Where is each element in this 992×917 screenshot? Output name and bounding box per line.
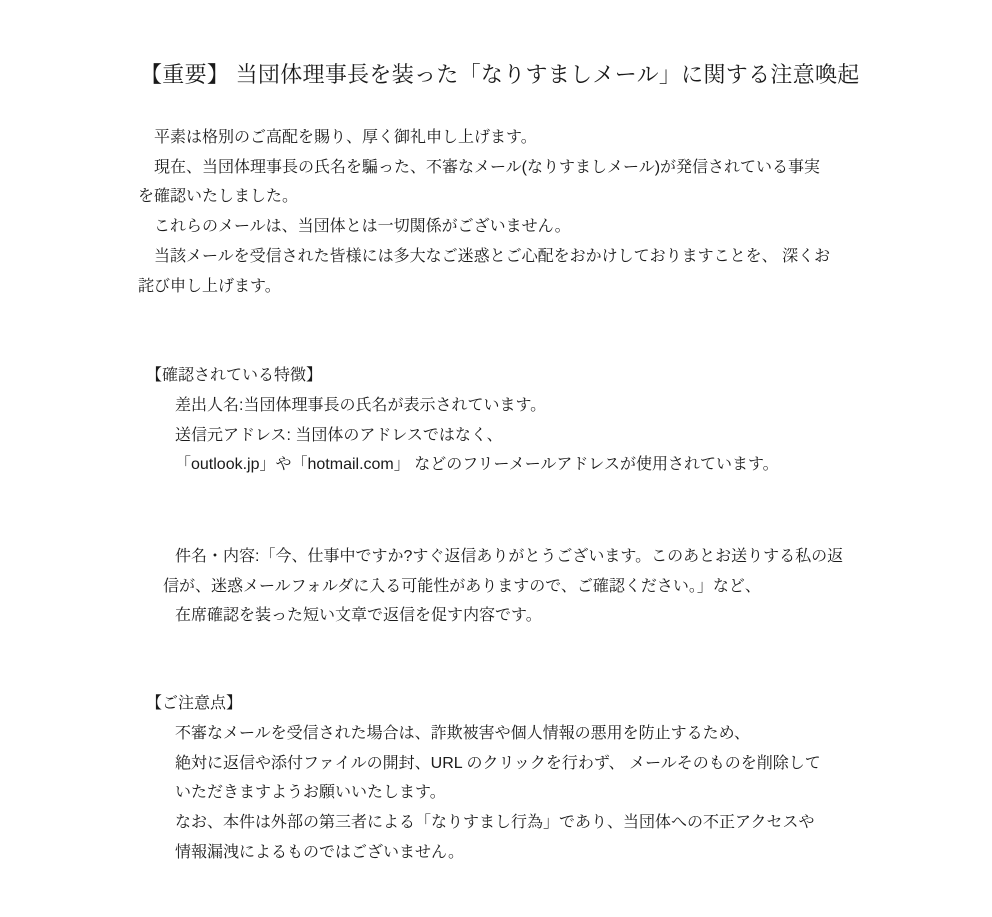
page-title: 【重要】 当団体理事長を装った「なりすましメール」に関する注意喚起 bbox=[140, 62, 860, 87]
intro-line-4: これらのメールは、当団体とは一切関係がございません。 bbox=[154, 218, 571, 236]
cautions-line-2: 絶対に返信や添付ファイルの開封、URL のクリックを行わず、 メールそのものを削除して bbox=[175, 754, 821, 772]
subject-line-1: 件名・内容:「今、仕事中ですか?すぐ返信ありがとうございます。このあとお送りする私の返 bbox=[175, 548, 844, 566]
features-line-sender-address: 送信元アドレス: 当団体のアドレスではなく、 bbox=[175, 426, 503, 444]
cautions-line-5: 情報漏洩によるものではございません。 bbox=[175, 843, 464, 861]
subject-line-3: 在席確認を装った短い文章で返信を促す内容です。 bbox=[175, 607, 542, 625]
intro-paragraphs bbox=[138, 123, 902, 301]
cautions-line-4: なお、本件は外部の第三者による「なりすまし行為」であり、当団体への不正アクセスや bbox=[175, 813, 815, 831]
cautions-line-1: 不審なメールを受信された場合は、詐欺被害や個人情報の悪用を防止するため、 bbox=[175, 724, 751, 742]
intro-line-3: を確認いたしました。 bbox=[138, 188, 299, 206]
features-heading: 【確認されている特徴】 bbox=[146, 367, 323, 385]
cautions-heading: 【ご注意点】 bbox=[146, 695, 243, 713]
intro-line-2: 現在、当団体理事長の氏名を騙った、不審なメール(なりすましメール)が発信されている事実 bbox=[154, 158, 821, 176]
intro-line-6: 詫び申し上げます。 bbox=[138, 277, 281, 295]
features-section bbox=[138, 361, 902, 480]
features-line-free-mail: 「outlook.jp」や「hotmail.com」 などのフリーメールアドレスが使用されています。 bbox=[175, 456, 779, 474]
cautions-section bbox=[138, 689, 902, 867]
subject-line-2: 信が、迷惑メールフォルダに入る可能性がありますので、ご確認ください。」など、 bbox=[163, 577, 761, 595]
intro-line-5: 当該メールを受信された皆様には多大なご迷惑とご心配をおかけしておりますことを、 深くお bbox=[154, 247, 831, 265]
subject-content-section bbox=[138, 542, 902, 631]
cautions-line-3: いただきますようお願いいたします。 bbox=[175, 784, 446, 802]
intro-line-1: 平素は格別のご高配を賜り、厚く御礼申し上げます。 bbox=[154, 129, 537, 146]
features-line-sender-name: 差出人名:当団体理事長の氏名が表示されています。 bbox=[175, 396, 547, 414]
